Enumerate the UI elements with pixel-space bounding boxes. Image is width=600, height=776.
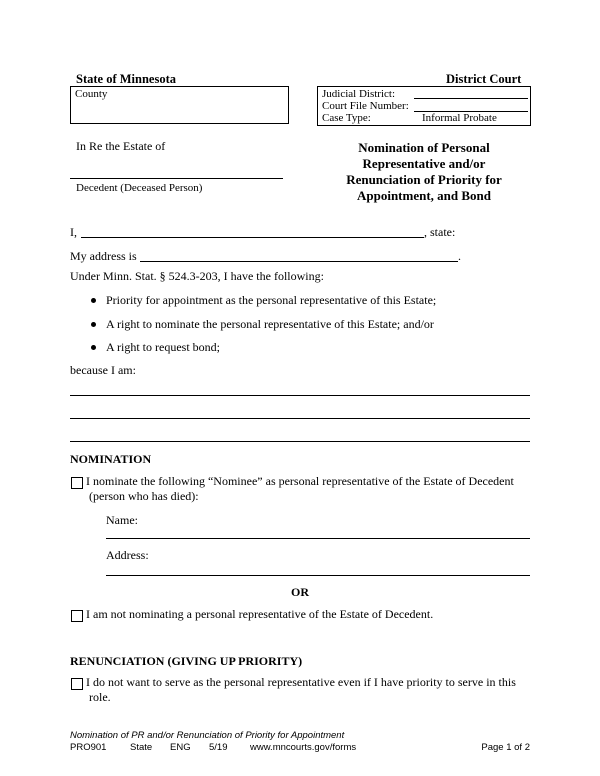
reason-field-line[interactable] — [70, 441, 530, 442]
decedent-name-field[interactable] — [70, 178, 283, 179]
nominee-name-label: Name: — [106, 513, 138, 527]
in-re-label: In Re the Estate of — [76, 139, 166, 153]
form-title-line: Appointment, and Bond — [356, 188, 492, 203]
address-suffix: . — [458, 249, 461, 263]
nominate-checkbox[interactable] — [71, 477, 83, 489]
footer-date: 5/19 — [209, 742, 228, 753]
nominee-address-field[interactable] — [106, 575, 530, 576]
renunciation-text-2: role. — [89, 690, 111, 704]
footer-page-number: Page 1 of 2 — [481, 742, 530, 753]
not-nominating-checkbox[interactable] — [71, 610, 83, 622]
bullet-item: Priority for appointment as the personal representative of this Estate; — [106, 293, 437, 307]
court-file-number-field[interactable] — [414, 111, 528, 112]
statute-line: Under Minn. Stat. § 524.3-203, I have the following: — [70, 269, 324, 283]
footer-form-id: PRO901 — [70, 742, 107, 753]
judicial-district-field[interactable] — [414, 98, 528, 99]
i-prefix: I, — [70, 225, 77, 239]
judicial-district-label: Judicial District: — [322, 88, 396, 100]
county-field[interactable] — [70, 86, 289, 124]
nominate-option-text: I nominate the following “Nominee” as personal representative of the Estate of Decedent — [86, 474, 514, 488]
footer-title: Nomination of PR and/or Renunciation of Priority for Appointment — [70, 730, 345, 741]
form-title — [318, 140, 530, 204]
reason-field-line[interactable] — [70, 418, 530, 419]
nominee-name-field[interactable] — [106, 538, 530, 539]
address-field[interactable] — [140, 261, 458, 262]
name-field[interactable] — [81, 237, 424, 238]
renunciation-checkbox[interactable] — [71, 678, 83, 690]
not-nominating-text: I am not nominating a personal representative of the Estate of Decedent. — [86, 607, 434, 621]
court-heading: District Court — [446, 72, 522, 86]
because-label: because I am: — [70, 363, 136, 377]
renunciation-heading: RENUNCIATION (GIVING UP PRIORITY) — [70, 654, 303, 668]
case-info-box — [317, 86, 531, 126]
decedent-label: Decedent (Deceased Person) — [76, 182, 203, 194]
reason-field-line[interactable] — [70, 395, 530, 396]
footer-url[interactable]: www.mncourts.gov/forms — [250, 742, 357, 753]
form-title-line: Representative and/or — [362, 156, 486, 171]
state-heading: State of Minnesota — [76, 72, 176, 86]
nomination-heading: NOMINATION — [70, 452, 152, 466]
footer-lang: ENG — [170, 742, 191, 753]
bullet-item: A right to nominate the personal representative of this Estate; and/or — [106, 317, 434, 331]
bullet-icon — [91, 345, 96, 350]
case-type-label: Case Type: — [322, 112, 371, 124]
form-title-line: Nomination of Personal — [358, 140, 490, 155]
court-file-number-label: Court File Number: — [322, 100, 409, 112]
nominee-address-label: Address: — [106, 548, 149, 562]
renunciation-text: I do not want to serve as the personal representative even if I have priority to serve in this — [86, 675, 516, 689]
form-title-line: Renunciation of Priority for — [346, 172, 502, 187]
footer-state: State — [130, 742, 153, 753]
bullet-icon — [91, 322, 96, 327]
case-type-value: Informal Probate — [422, 112, 497, 124]
or-divider: OR — [291, 585, 309, 599]
bullet-icon — [91, 298, 96, 303]
county-label: County — [75, 88, 108, 100]
bullet-item: A right to request bond; — [106, 340, 220, 354]
nominate-option-text-2: (person who has died): — [89, 489, 199, 503]
address-prefix: My address is — [70, 249, 137, 263]
state-suffix: , state: — [424, 225, 456, 239]
